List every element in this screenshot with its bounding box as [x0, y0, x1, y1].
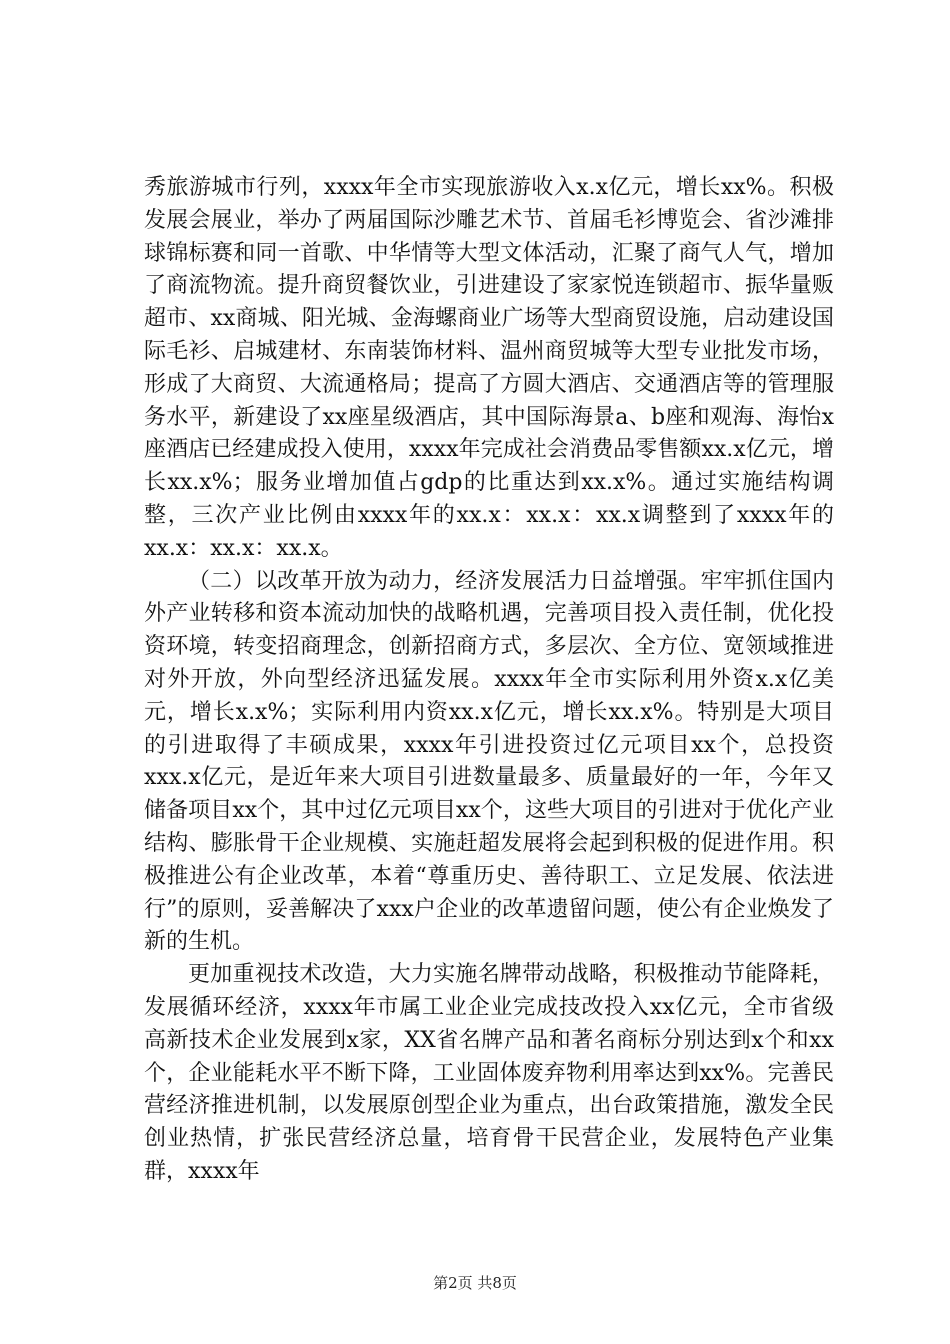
- paragraph-reform-opening: （二）以改革开放为动力，经济发展活力日益增强。牢牢抓住国内外产业转移和资本流动加快的战略机遇，完善项目投入责任制，优化投资环境，转变招商理念，创新招商方式，多层次、全方位、宽领域推进对外开放，外向型经济迅猛发展。xxxx年全市实际利用外资x.x亿美元，增长x.x%；实际利用内资xx.x亿元，增长xx.x%。特别是大项目的引进取得了丰硕成果，xxxx年引进投资过亿元项目xx个，总投资xxx.x亿元，是近年来大项目引进数量最多、质量最好的一年，今年又储备项目xx个，其中过亿元项目xx个，这些大项目的引进对于优化产业结构、膨胀骨干企业规模、实施赶超发展将会起到积极的促进作用。积极推进公有企业改革，本着“尊重历史、善待职工、立足发展、依法进行”的原则，妥善解决了xxx户企业的改革遗留问题，使公有企业焕发了新的生机。: [144, 568, 834, 955]
- page-footer: 第2页 共8页: [433, 1274, 517, 1292]
- document-body: [144, 172, 834, 1189]
- paragraph-tourism-commerce: 秀旅游城市行列，xxxx年全市实现旅游收入x.x亿元，增长xx%。积极发展会展业，举办了两届国际沙雕艺术节、首届毛衫博览会、省沙滩排球锦标赛和同一首歌、中华情等大型文体活动，汇聚了商气人气，增加了商流物流。提升商贸餐饮业，引进建设了家家悦连锁超市、振华量贩超市、xx商城、阳光城、金海螺商业广场等大型商贸设施，启动建设国际毛衫、启城建材、东南装饰材料、温州商贸城等大型专业批发市场，形成了大商贸、大流通格局；提高了方圆大酒店、交通酒店等的管理服务水平，新建设了xx座星级酒店，其中国际海景a、b座和观海、海怡x座酒店已经建成投入使用，xxxx年完成社会消费品零售额xx.x亿元，增长xx.x%；服务业增加值占gdp的比重达到xx.x%。通过实施结构调整，三次产业比例由xxxx年的xx.x：xx.x：xx.x调整到了xxxx年的xx.x：xx.x：xx.x。: [144, 175, 834, 561]
- paragraph-technology-upgrade: 更加重视技术改造，大力实施名牌带动战略，积极推动节能降耗，发展循环经济，xxxx年市属工业企业完成技改投入xx亿元，全市省级高新技术企业发展到x家，XX省名牌产品和著名商标分别达到x个和xx个，企业能耗水平不断下降，工业固体废弃物利用率达到xx%。完善民营经济推进机制，以发展原创型企业为重点，出台政策措施，激发全民创业热情，扩张民营经济总量，培育骨干民营企业，发展特色产业集群，xxxx年: [144, 962, 834, 1184]
